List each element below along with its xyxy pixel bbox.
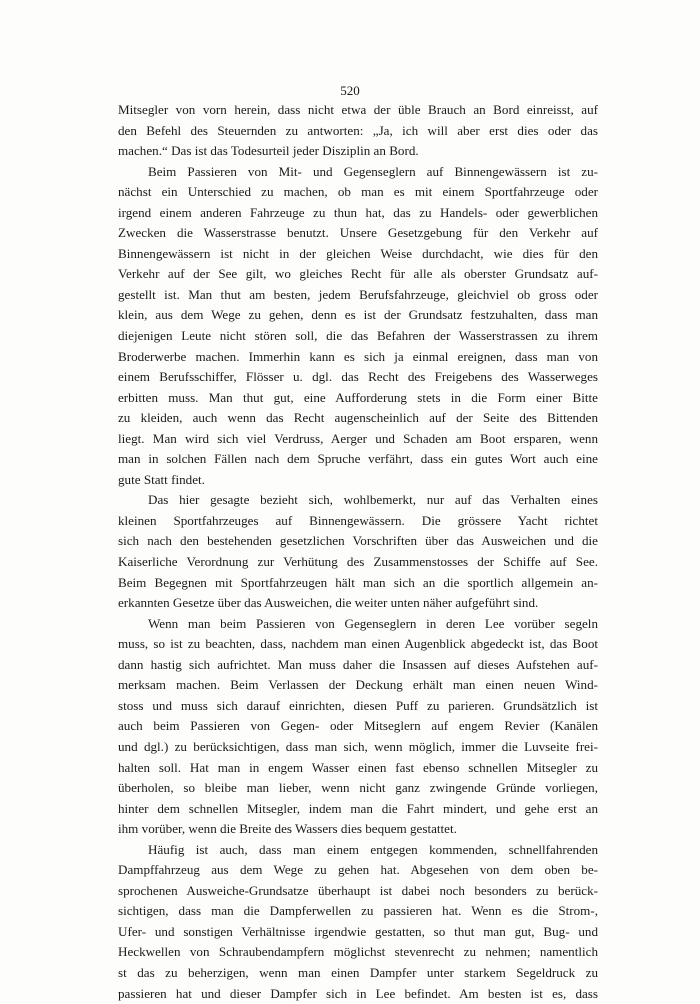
text-line: Zwecken die Wasserstrasse benutzt. Unsere Gesetzgebung für den Verkehr auf [118, 225, 598, 241]
text-line: ihm vorüber, wenn die Breite des Wassers dies bequem gestattet. [118, 821, 457, 837]
text-line: nächst ein Unterschied zu machen, ob man es mit einem Sportfahrzeuge oder [118, 184, 598, 200]
text-line: sichtigen, dass man die Dampferwellen zu passieren hat. Wenn es die Strom-, [118, 903, 598, 919]
text-line: diejenigen Leute nicht stören soll, die das Befahren der Wasserstrassen zu ihrem [118, 328, 598, 344]
text-line: st das zu beherzigen, wenn man einen Dampfer unter starkem Segeldruck zu [118, 964, 598, 980]
text-line: muss, so ist zu beachten, dass, nachdem man einen Augenblick abgedeckt ist, das Boot [118, 636, 598, 652]
text-line: machen.“ Das ist das Todesurteil jeder Disziplin an Bord. [118, 143, 419, 159]
text-line: Ufer- und sonstigen Verhältnisse irgendwie gestatten, so thut man gut, Bug- und [118, 923, 598, 939]
text-line: liegt. Man wird sich viel Verdruss, Aerger und Schaden am Boot ersparen, wenn [118, 430, 598, 446]
text-line: Häufig ist auch, dass man einem entgegen kommenden, schnellfahrenden [148, 841, 598, 857]
text-line: erkannten Gesetze über das Ausweichen, die weiter unten näher aufgeführt sind. [118, 595, 539, 611]
text-line: sprochenen Ausweiche-Grundsatze überhaupt ist dabei noch besonders zu berück- [118, 882, 598, 898]
text-line: zu kleiden, auch wenn das Recht augenscheinlich auf der Seite des Bittenden [118, 410, 598, 426]
text-line: irgend einem anderen Fahrzeuge zu thun hat, das zu Handels- oder gewerblichen [118, 204, 598, 220]
text-line: Binnengewässern ist nicht in der gleichen Weise durchdacht, wie dies für den [118, 245, 598, 261]
text-line: dann hastig sich aufrichtet. Man muss daher die Insassen auf dieses Aufstehen auf- [118, 656, 598, 672]
text-line: halten soll. Hat man in engem Wasser einen fast ebenso schnellen Mitsegler zu [118, 759, 598, 775]
text-line: Broderwerbe machen. Immerhin kann es sich ja einmal ereignen, dass man von [118, 348, 598, 364]
text-line: Heckwellen von Schraubendampfern möglichst stevenrecht zu nehmen; namentlich [118, 944, 598, 960]
text-line: gute Statt findet. [118, 471, 205, 487]
text-line: klein, aus dem Wege zu gehen, denn es ist der Grundsatz festzuhalten, dass man [118, 307, 598, 323]
text-line: kleinen Sportfahrzeuges auf Binnengewässern. Die grössere Yacht richtet [118, 512, 598, 528]
text-line: den Befehl des Steuernden zu antworten: „Ja, ich will aber erst dies oder das [118, 122, 598, 138]
text-line: Beim Begegnen mit Sportfahrzeugen hält man sich an die sportlich allgemein an- [118, 574, 598, 590]
body-text [118, 100, 598, 1004]
text-line: erbitten muss. Man thut gut, eine Aufforderung stets in die Form einer Bitte [118, 389, 598, 405]
text-line: hinter dem schnellen Mitsegler, indem man die Fahrt mindert, und gehe erst an [118, 800, 598, 816]
page-number: 520 [340, 83, 360, 98]
text-line: merksam machen. Beim Verlassen der Deckung erhält man einen neuen Wind- [118, 677, 598, 693]
text-line: Das hier gesagte bezieht sich, wohlbemerkt, nur auf das Verhalten eines [148, 492, 598, 508]
text-line: stoss und muss sich darauf einrichten, diesen Puff zu parieren. Grundsätzlich ist [118, 697, 598, 713]
text-line: Beim Passieren von Mit- und Gegenseglern auf Binnengewässern ist zu- [148, 163, 598, 179]
text-line: sich nach den bestehenden gesetzlichen Vorschriften über das Ausweichen und die [118, 533, 598, 549]
text-line: passieren hat und dieser Dampfer sich in Lee befindet. Am besten ist es, dass [118, 985, 598, 1001]
text-line: gestellt ist. Man thut am besten, jedem Berufsfahrzeuge, gleichviel ob gross oder [118, 286, 598, 302]
text-line: Wenn man beim Passieren von Gegenseglern in deren Lee vorüber segeln [148, 615, 598, 631]
text-line: und dgl.) zu berücksichtigen, dass man sich, wenn möglich, immer die Luvseite frei- [118, 738, 598, 754]
text-line: man in solchen Fällen nach dem Spruche verfährt, dass ein gutes Wort auch eine [118, 451, 598, 467]
text-line: einem Berufsschiffer, Flösser u. dgl. das Recht des Freigebens des Wasserweges [118, 369, 598, 385]
text-line: Mitsegler von vorn herein, dass nicht etwa der üble Brauch an Bord einreisst, auf [118, 102, 598, 117]
text-line: auch beim Passieren von Gegen- oder Mitseglern auf engem Revier (Kanälen [118, 718, 598, 734]
text-line: Dampffahrzeug aus dem Wege zu gehen hat. Abgesehen von dem oben be- [118, 862, 598, 878]
text-line: überholen, so bleibe man lieber, wenn nicht ganz zwingende Gründe vorliegen, [118, 780, 598, 796]
text-line: Verkehr auf der See gilt, wo gleiches Recht für alle als oberster Grundsatz auf- [118, 266, 598, 282]
text-line: Kaiserliche Verordnung zur Verhütung des Zusammenstosses der Schiffe auf See. [118, 554, 598, 570]
